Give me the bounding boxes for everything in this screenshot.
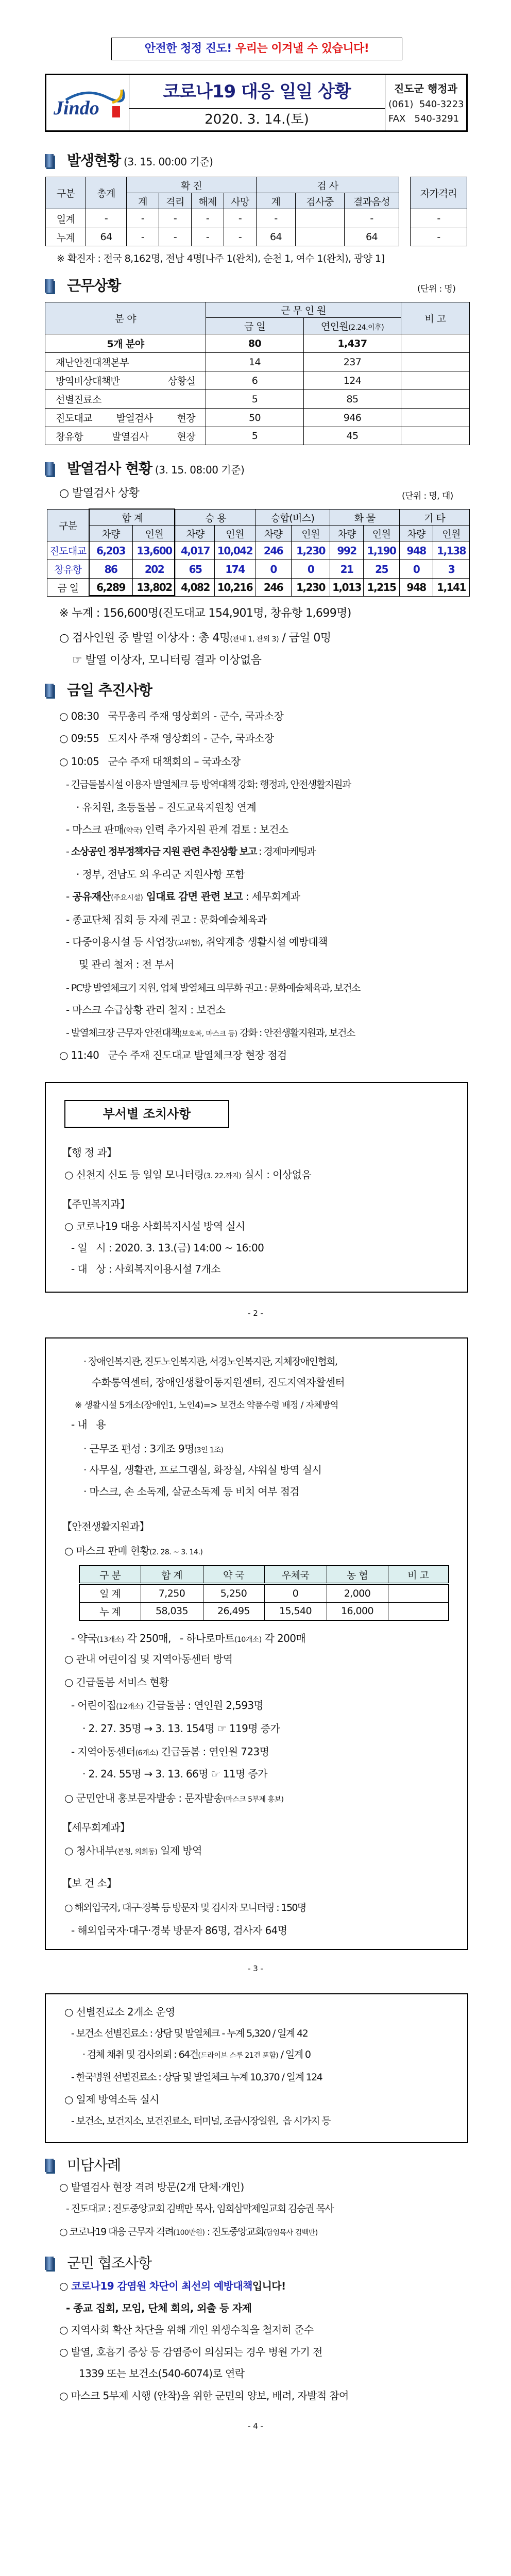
dept-subitem — [71, 1745, 269, 1760]
text: ○ 코로나19 대응 근무자 격려 — [59, 2226, 174, 2238]
col-header: 차량 — [176, 526, 215, 541]
col-header: 차량 — [89, 526, 133, 541]
section-heading-outbreak — [67, 152, 213, 171]
text: 각 200매 — [261, 1632, 306, 1645]
cell: 10,042 — [215, 541, 256, 560]
cell: 64 — [257, 228, 296, 246]
row-label: 일계 — [46, 209, 86, 228]
cell — [388, 1584, 449, 1602]
dept-item: ○ 선별진료소 2개소 운영 — [64, 2006, 175, 2018]
small-text: (6개소) — [135, 1749, 159, 1757]
text: / 금일 0명 — [279, 632, 331, 645]
cell — [401, 390, 470, 409]
praise-item — [59, 2225, 318, 2240]
fax-number: FAX 540-3291 — [388, 113, 459, 124]
text: : 세무회계과 — [243, 890, 300, 903]
col-group-header: 확 진 — [127, 177, 257, 193]
mask-sales-table — [79, 1565, 449, 1621]
schedule-subitem — [66, 1026, 355, 1041]
cell: 948 — [400, 541, 433, 560]
cooperation-item: ○ 발열, 호흡기 증상 등 감염증이 의심되는 경우 병원 가기 전 — [59, 2346, 322, 2358]
section-heading-fever — [67, 460, 244, 479]
text: , 취약계층 생활시설 예방대책 — [200, 936, 328, 948]
col-header: 차량 — [400, 526, 433, 541]
section-bullet-icon — [45, 462, 54, 476]
section-bullet-icon — [45, 684, 54, 697]
dept-subitem: - 보건소 선별진료소 : 상담 및 발열체크 - 누계 5,320 / 일계 42 — [71, 2028, 308, 2039]
cooperation-item — [59, 2279, 286, 2293]
outbreak-note: ※ 확진자 : 전국 8,162명, 전남 4명[나주 1(완치), 순천 1, 여수 1(완치), 광양 1] — [57, 253, 385, 264]
cell: 58,035 — [141, 1602, 203, 1620]
cell — [296, 209, 345, 228]
dept-subitem: - 한국병원 선별진료소 : 상담 및 발열체크 누계 10,370 / 일계 124 — [71, 2072, 322, 2083]
section-bullet-icon — [45, 279, 54, 293]
row-label: 일 계 — [79, 1584, 141, 1602]
cell: 1,230 — [292, 541, 330, 560]
col-header: 차량 — [256, 526, 292, 541]
dept-name: 진도군 행정과 — [394, 82, 457, 95]
dept-subitem: - 해외입국자·대구·경북 방문자 86명, 검사자 64명 — [71, 1924, 287, 1937]
section-bullet-icon — [45, 2159, 54, 2172]
cell: 4,017 — [176, 541, 215, 560]
cell: 13,802 — [133, 579, 176, 597]
praise-item: ○ 발열검사 현장 격려 방문(2개 단체·개인) — [59, 2181, 244, 2193]
schedule-item: ○ 08:30 국무총리 주재 영상회의 - 군수, 국과소장 — [59, 710, 284, 722]
dept-subitem: - 내 용 — [71, 1418, 106, 1431]
text: : 진도중앙교회 — [205, 2226, 264, 2238]
text: - 약국 — [71, 1632, 97, 1645]
work-table — [45, 302, 470, 445]
small-text: (3인 1조) — [194, 1446, 224, 1454]
cell: 65 — [176, 560, 215, 579]
text: - — [66, 890, 73, 903]
row-label: 진도대교 발열검사 현장 — [45, 409, 206, 427]
text: 실시 : 이상없음 — [241, 1168, 312, 1181]
dept-name: 【보 건 소】 — [62, 1877, 117, 1889]
cell: 0 — [292, 560, 330, 579]
small-text: (드라이브 스루 21건 포함) — [198, 2052, 279, 2060]
schedule-subitem: - 종교단체 집회 등 자제 권고 : 문화예술체육과 — [66, 913, 267, 926]
dept-name: 【안전생활지원과】 — [62, 1520, 149, 1533]
dept-note: ※ 생활시설 5개소(장애인1, 노인4)=> 보건소 약품수령 배정 / 자체방역 — [75, 1400, 338, 1411]
col-header — [304, 318, 401, 334]
text: - — [66, 846, 71, 857]
dept-subitem — [71, 1632, 305, 1647]
slogan-banner — [111, 38, 402, 60]
text: · 근무조 편성 : 3개조 9명 — [83, 1443, 194, 1455]
text: - 마스크 판매 — [66, 823, 124, 836]
dept-subitem: · 장애인복지관, 진도노인복지관, 서경노인복지관, 지체장애인협회, — [83, 1356, 337, 1367]
col-header: 약 국 — [203, 1566, 264, 1584]
dept-subitem: - 보건소, 보건지소, 보건진료소, 터미널, 조금시장일원, 읍 시가지 등 — [71, 2115, 331, 2127]
table-row — [45, 427, 470, 445]
col-header: 사망 — [224, 193, 257, 209]
highlight-text: 코로나19 감염원 차단이 최선의 예방대책 — [71, 2280, 252, 2292]
section-bullet-icon — [45, 2257, 54, 2270]
cooperation-item: ○ 지역사회 확산 차단을 위해 개인 위생수칙을 철저히 준수 — [59, 2324, 314, 2336]
row-label: 창유항 발열검사 현장 — [45, 427, 206, 445]
table-row — [47, 541, 470, 560]
fever-table — [47, 509, 470, 597]
dept-actions-title: 부서별 조치사항 — [64, 1100, 229, 1128]
small-text: (100만원) — [173, 2229, 205, 2237]
cell: - — [127, 209, 159, 228]
table-row — [45, 409, 470, 427]
cell — [401, 427, 470, 445]
dept-subitem: · 마스크, 손 소독제, 살균소독제 등 비치 여부 점검 — [83, 1485, 300, 1498]
dept-subitem: 수화통역센터, 장애인생활이동지원센터, 진도지역자활센터 — [92, 1376, 345, 1388]
cell: 174 — [215, 560, 256, 579]
cell: 5,250 — [203, 1584, 264, 1602]
col-header: 총계 — [86, 177, 127, 209]
cell: 86 — [89, 560, 133, 579]
text: 강화 : 안전생활지원과, 보건소 — [237, 1027, 355, 1039]
cell — [401, 334, 470, 353]
col-header: 구 분 — [79, 1566, 141, 1584]
heading-basis: (3. 15. 08:00 기준) — [152, 464, 245, 476]
dept-item — [64, 1544, 202, 1559]
col-group-header: 승합(버스) — [256, 510, 330, 526]
dept-name: 【세무회계과】 — [62, 1821, 130, 1834]
row-label: 누 계 — [79, 1602, 141, 1620]
cell: 80 — [206, 334, 304, 353]
jindo-logo — [46, 75, 129, 130]
cell: - — [127, 228, 159, 246]
cell: 946 — [304, 409, 401, 427]
dept-subitem: - 대 상 : 사회복지이용시설 7개소 — [71, 1263, 220, 1275]
row-label: 금 일 — [47, 579, 89, 597]
schedule-subitem: - PC방 발열체크기 지원, 업체 발열체크 의무화 권고 : 문화예술체육과, 보건소 — [66, 982, 360, 994]
bold-text: 소상공인 정부정책자금 지원 관련 추진상황 보고 — [71, 846, 257, 857]
row-label: 방역비상대책반 상황실 — [45, 371, 206, 390]
text: - 어린이집 — [71, 1699, 116, 1711]
col-header: 합 계 — [141, 1566, 203, 1584]
row-label: 창유항 — [47, 560, 89, 579]
dept-subitem: - 일 시 : 2020. 3. 13.(금) 14:00 ~ 16:00 — [71, 1242, 264, 1254]
schedule-item: ○ 11:40 군수 주재 진도대교 발열체크장 현장 점검 — [59, 1049, 287, 1061]
table-row — [79, 1602, 449, 1620]
text: 긴급돌봄 : 연인원 723명 — [158, 1745, 269, 1758]
cell: 10,216 — [215, 579, 256, 597]
fever-result: ☞ 발열 이상자, 모니터링 결과 이상없음 — [72, 654, 262, 667]
cell: - — [224, 228, 257, 246]
schedule-subitem: · 유치원, 초등돌봄 – 진도교육지원청 연계 — [76, 801, 257, 814]
cell: 1,138 — [433, 541, 470, 560]
section-heading-cooperation: 군민 협조사항 — [67, 2255, 152, 2272]
slogan-red: 우리는 이겨낼 수 있습니다! — [231, 42, 369, 55]
fever-cumulative-note: ※ 누계 : 156,600명(진도대교 154,901명, 창유항 1,699명) — [59, 607, 351, 620]
cell: 1,215 — [364, 579, 400, 597]
col-header: 분 야 — [45, 302, 206, 334]
col-header: 차량 — [330, 526, 364, 541]
small-text: (13개소) — [96, 1636, 124, 1644]
col-header: 인원 — [215, 526, 256, 541]
schedule-subitem: 및 관리 철저 : 전 부서 — [79, 958, 174, 971]
cell: - — [159, 228, 192, 246]
small-text: (12개소) — [116, 1703, 144, 1711]
text: · 검체 채취 및 검사의뢰 : 64건 — [82, 2049, 198, 2060]
dept-subitem — [71, 1699, 263, 1714]
dept-item — [64, 1168, 311, 1183]
cell: 85 — [304, 390, 401, 409]
text: ○ 마스크 판매 현황 — [64, 1545, 150, 1557]
col-header: 인원 — [433, 526, 470, 541]
text: ○ 군민안내 홍보문자발송 : 문자발송 — [64, 1792, 224, 1804]
col-header: 인원 — [133, 526, 176, 541]
col-header: 계 — [257, 193, 296, 209]
dept-item — [64, 1791, 284, 1806]
cum-note: (2.24.이후) — [348, 324, 384, 332]
small-text: (본청, 의회동) — [114, 1848, 158, 1856]
logo-text: Jindo — [54, 97, 99, 119]
cell: 237 — [304, 353, 401, 371]
cell: 26,495 — [203, 1602, 264, 1620]
row-label: 진도대교 — [47, 541, 89, 560]
cell: - — [192, 228, 224, 246]
cell: - — [411, 228, 467, 246]
dept-item: ○ 긴급돌봄 서비스 현황 — [64, 1676, 169, 1688]
cell: 124 — [304, 371, 401, 390]
cell: 3 — [433, 560, 470, 579]
cooperation-subitem: - 종교 집회, 모임, 단체 회의, 외출 등 자제 — [66, 2302, 252, 2314]
schedule-subitem — [66, 935, 328, 950]
cell — [401, 353, 470, 371]
dept-subitem: · 2. 24. 55명 → 3. 13. 66명 ☞ 11명 증가 — [82, 1768, 267, 1780]
cell: 1,437 — [304, 334, 401, 353]
text: 입니다! — [252, 2280, 286, 2292]
schedule-subitem — [66, 845, 315, 858]
page-number: - 4 - — [248, 2421, 263, 2431]
text: 일제 방역 — [157, 1844, 202, 1857]
col-header: 비 고 — [388, 1566, 449, 1584]
cell: 14 — [206, 353, 304, 371]
col-header: 계 — [127, 193, 159, 209]
cell — [401, 409, 470, 427]
table-row — [47, 560, 470, 579]
cell: - — [257, 209, 296, 228]
cell: - — [224, 209, 257, 228]
col-header: 인원 — [364, 526, 400, 541]
col-group-header: 화 물 — [330, 510, 400, 526]
col-header: 구분 — [46, 177, 86, 209]
text: ○ 검사인원 중 발열 이상자 : 총 4명 — [59, 632, 230, 645]
cell: 0 — [264, 1584, 327, 1602]
cell: - — [411, 209, 467, 228]
small-text: (주요시설) — [111, 894, 143, 902]
table-row — [45, 390, 470, 409]
text: 각 250매, - 하나로마트 — [124, 1632, 234, 1645]
table-row — [47, 579, 470, 597]
text: : 경제마케팅과 — [256, 846, 316, 857]
self-quarantine-table — [410, 177, 467, 246]
dept-item: ○ 관내 어린이집 및 지역아동센터 방역 — [64, 1653, 233, 1665]
page-number: - 3 - — [248, 1964, 263, 1973]
cell: 0 — [400, 560, 433, 579]
cell: 5 — [206, 427, 304, 445]
table-row — [45, 334, 470, 353]
cell: 5 — [206, 390, 304, 409]
report-header — [45, 74, 468, 132]
cell: 25 — [364, 560, 400, 579]
page-number: - 2 - — [248, 1309, 263, 1318]
cell: 15,540 — [264, 1602, 327, 1620]
bold-text: 공유재산 — [72, 890, 111, 903]
small-text: (보호복, 마스크 등) — [179, 1030, 237, 1038]
col-header: 결과음성 — [345, 193, 399, 209]
cell: 1,230 — [292, 579, 330, 597]
cell: 13,600 — [133, 541, 176, 560]
text: - 다중이용시설 등 사업장 — [66, 936, 175, 948]
cell: 50 — [206, 409, 304, 427]
col-group-header: 승 용 — [176, 510, 256, 526]
cell — [388, 1602, 449, 1620]
small-text: (고위험) — [175, 939, 200, 947]
heading-basis: (3. 15. 00:00 기준) — [121, 156, 213, 168]
col-header: 금 일 — [206, 318, 304, 334]
table-row — [46, 209, 399, 228]
cell: 6 — [206, 371, 304, 390]
cell: 7,250 — [141, 1584, 203, 1602]
phone-number: (061) 540-3223 — [388, 99, 464, 110]
dept-subitem — [82, 2048, 310, 2062]
col-group-header: 합 계 — [89, 510, 176, 526]
text: - 발열체크장 근무자 안전대책 — [66, 1027, 179, 1039]
cell: 202 — [133, 560, 176, 579]
heading-text: 발생현황 — [67, 152, 121, 169]
small-text: (담임목사 김백만) — [263, 2229, 318, 2237]
cell: - — [159, 209, 192, 228]
row-label: 재난안전대책본부 — [45, 353, 206, 371]
table-row — [45, 371, 470, 390]
cell: 246 — [256, 541, 292, 560]
report-title: 코로나19 대응 일일 상황 — [129, 75, 385, 109]
unit-label: (단위 : 명, 대) — [402, 491, 453, 501]
col-header: 자가격리 — [411, 177, 467, 209]
col-header: 해제 — [192, 193, 224, 209]
cell: - — [86, 209, 127, 228]
small-text: (마스크 5부제 홍보) — [223, 1795, 284, 1804]
schedule-item: ○ 09:55 도지사 주재 영상회의 - 군수, 국과소장 — [59, 732, 274, 744]
cell: 64 — [86, 228, 127, 246]
cell: 948 — [400, 579, 433, 597]
text: 인력 추가지원 관계 검토 : 보건소 — [142, 823, 288, 836]
cell: - — [192, 209, 224, 228]
fever-abnormal — [59, 632, 331, 646]
cell: 16,000 — [327, 1602, 388, 1620]
cell: 246 — [256, 579, 292, 597]
small-text: (10개소) — [234, 1636, 262, 1644]
cum-label: 연인원 — [320, 321, 349, 332]
cell: 2,000 — [327, 1584, 388, 1602]
fever-subheading: ○ 발열검사 상황 — [59, 487, 140, 500]
schedule-subitem: - 긴급돌봄시설 이용자 발열체크 등 방역대책 강화: 행정과, 안전생활지원과 — [66, 779, 351, 790]
cell: 4,082 — [176, 579, 215, 597]
dept-item: ○ 일제 방역소독 실시 — [64, 2093, 159, 2106]
dept-subitem: · 2. 27. 35명 → 3. 13. 154명 ☞ 119명 증가 — [82, 1722, 280, 1735]
cell: 45 — [304, 427, 401, 445]
schedule-subitem: · 정부, 전남도 외 우리군 지원사항 포함 — [76, 868, 245, 880]
schedule-subitem — [66, 823, 288, 838]
unit-label: (단위 : 명) — [417, 284, 456, 294]
cell — [296, 228, 345, 246]
col-header: 비 고 — [401, 302, 470, 334]
small-text: (2. 28. ~ 3. 14.) — [149, 1548, 203, 1556]
cell: 6,289 — [89, 579, 133, 597]
col-header: 구분 — [47, 510, 89, 541]
praise-subitem: - 진도대교 : 진도중앙교회 김백만 목사, 임회삼막제일교회 김승권 목사 — [66, 2203, 334, 2214]
heading-text: 발열검사 현황 — [67, 460, 152, 477]
text: - 지역아동센터 — [71, 1745, 135, 1758]
col-header: 인원 — [292, 526, 330, 541]
section-heading-schedule: 금일 추진사항 — [67, 682, 152, 699]
cell: 1,190 — [364, 541, 400, 560]
text: ○ 청사내부 — [64, 1844, 115, 1857]
text: / 일계 0 — [278, 2049, 311, 2060]
col-header: 농 협 — [327, 1566, 388, 1584]
table-row — [45, 353, 470, 371]
row-label: 누계 — [46, 228, 86, 246]
schedule-item: ○ 10:05 군수 주재 대책회의 – 국과소장 — [59, 755, 241, 768]
section-heading-praise: 미담사례 — [67, 2157, 121, 2174]
col-header: 우체국 — [264, 1566, 327, 1584]
dept-item: ○ 해외입국자, 대구·경북 등 방문자 및 검사자 모니터링 : 150명 — [64, 1902, 306, 1913]
cell — [401, 371, 470, 390]
table-row — [79, 1584, 449, 1602]
outbreak-table — [45, 177, 399, 246]
cell: - — [345, 209, 399, 228]
bold-text: 임대료 감면 관련 보고 — [143, 890, 243, 903]
slogan-blue: 안전한 청정 진도! — [144, 42, 232, 55]
schedule-subitem: - 마스크 수급상황 관리 철저 : 보건소 — [66, 1004, 226, 1016]
col-group-header: 기 타 — [400, 510, 470, 526]
cooperation-item-cont: 1339 또는 보건소(540-6074)로 연락 — [79, 2367, 245, 2380]
col-group-header: 근 무 인 원 — [206, 302, 401, 318]
section-heading-work: 근무상황 — [67, 277, 121, 294]
schedule-subitem — [66, 890, 300, 905]
col-header: 격리 — [159, 193, 192, 209]
cell: 6,203 — [89, 541, 133, 560]
small-text: (약국) — [123, 827, 142, 835]
table-row — [46, 228, 399, 246]
cell: 21 — [330, 560, 364, 579]
dept-item — [64, 1844, 202, 1859]
section-bullet-icon — [45, 154, 54, 167]
row-label: 선별진료소 — [45, 390, 206, 409]
col-header: 검사중 — [296, 193, 345, 209]
dept-name: 【주민복지과】 — [62, 1198, 130, 1210]
cell: 0 — [256, 560, 292, 579]
dept-subitem — [83, 1442, 223, 1457]
cell: 1,013 — [330, 579, 364, 597]
small-text: (관내 1, 관외 3) — [230, 635, 279, 643]
text: 긴급돌봄 : 연인원 2,593명 — [143, 1699, 264, 1711]
col-group-header: 검 사 — [257, 177, 399, 193]
dept-name: 【행 정 과】 — [62, 1146, 117, 1159]
text: ○ 신천지 신도 등 일일 모니터링 — [64, 1168, 204, 1181]
cell: 992 — [330, 541, 364, 560]
small-text: (3. 22.까지) — [203, 1172, 242, 1180]
cooperation-item: ○ 마스크 5부제 시행 (안착)을 위한 군민의 양보, 배려, 자발적 참여 — [59, 2389, 349, 2402]
row-label: 5개 분야 — [45, 334, 206, 353]
dept-subitem: · 사무실, 생활관, 프로그램실, 화장실, 샤워실 방역 실시 — [83, 1464, 322, 1476]
cell: 1,141 — [433, 579, 470, 597]
report-date: 2020. 3. 14.(토) — [129, 109, 385, 130]
dept-item: ○ 코로나19 대응 사회복지시설 방역 실시 — [64, 1220, 245, 1232]
cell: 64 — [345, 228, 399, 246]
text: ○ — [59, 2280, 72, 2292]
